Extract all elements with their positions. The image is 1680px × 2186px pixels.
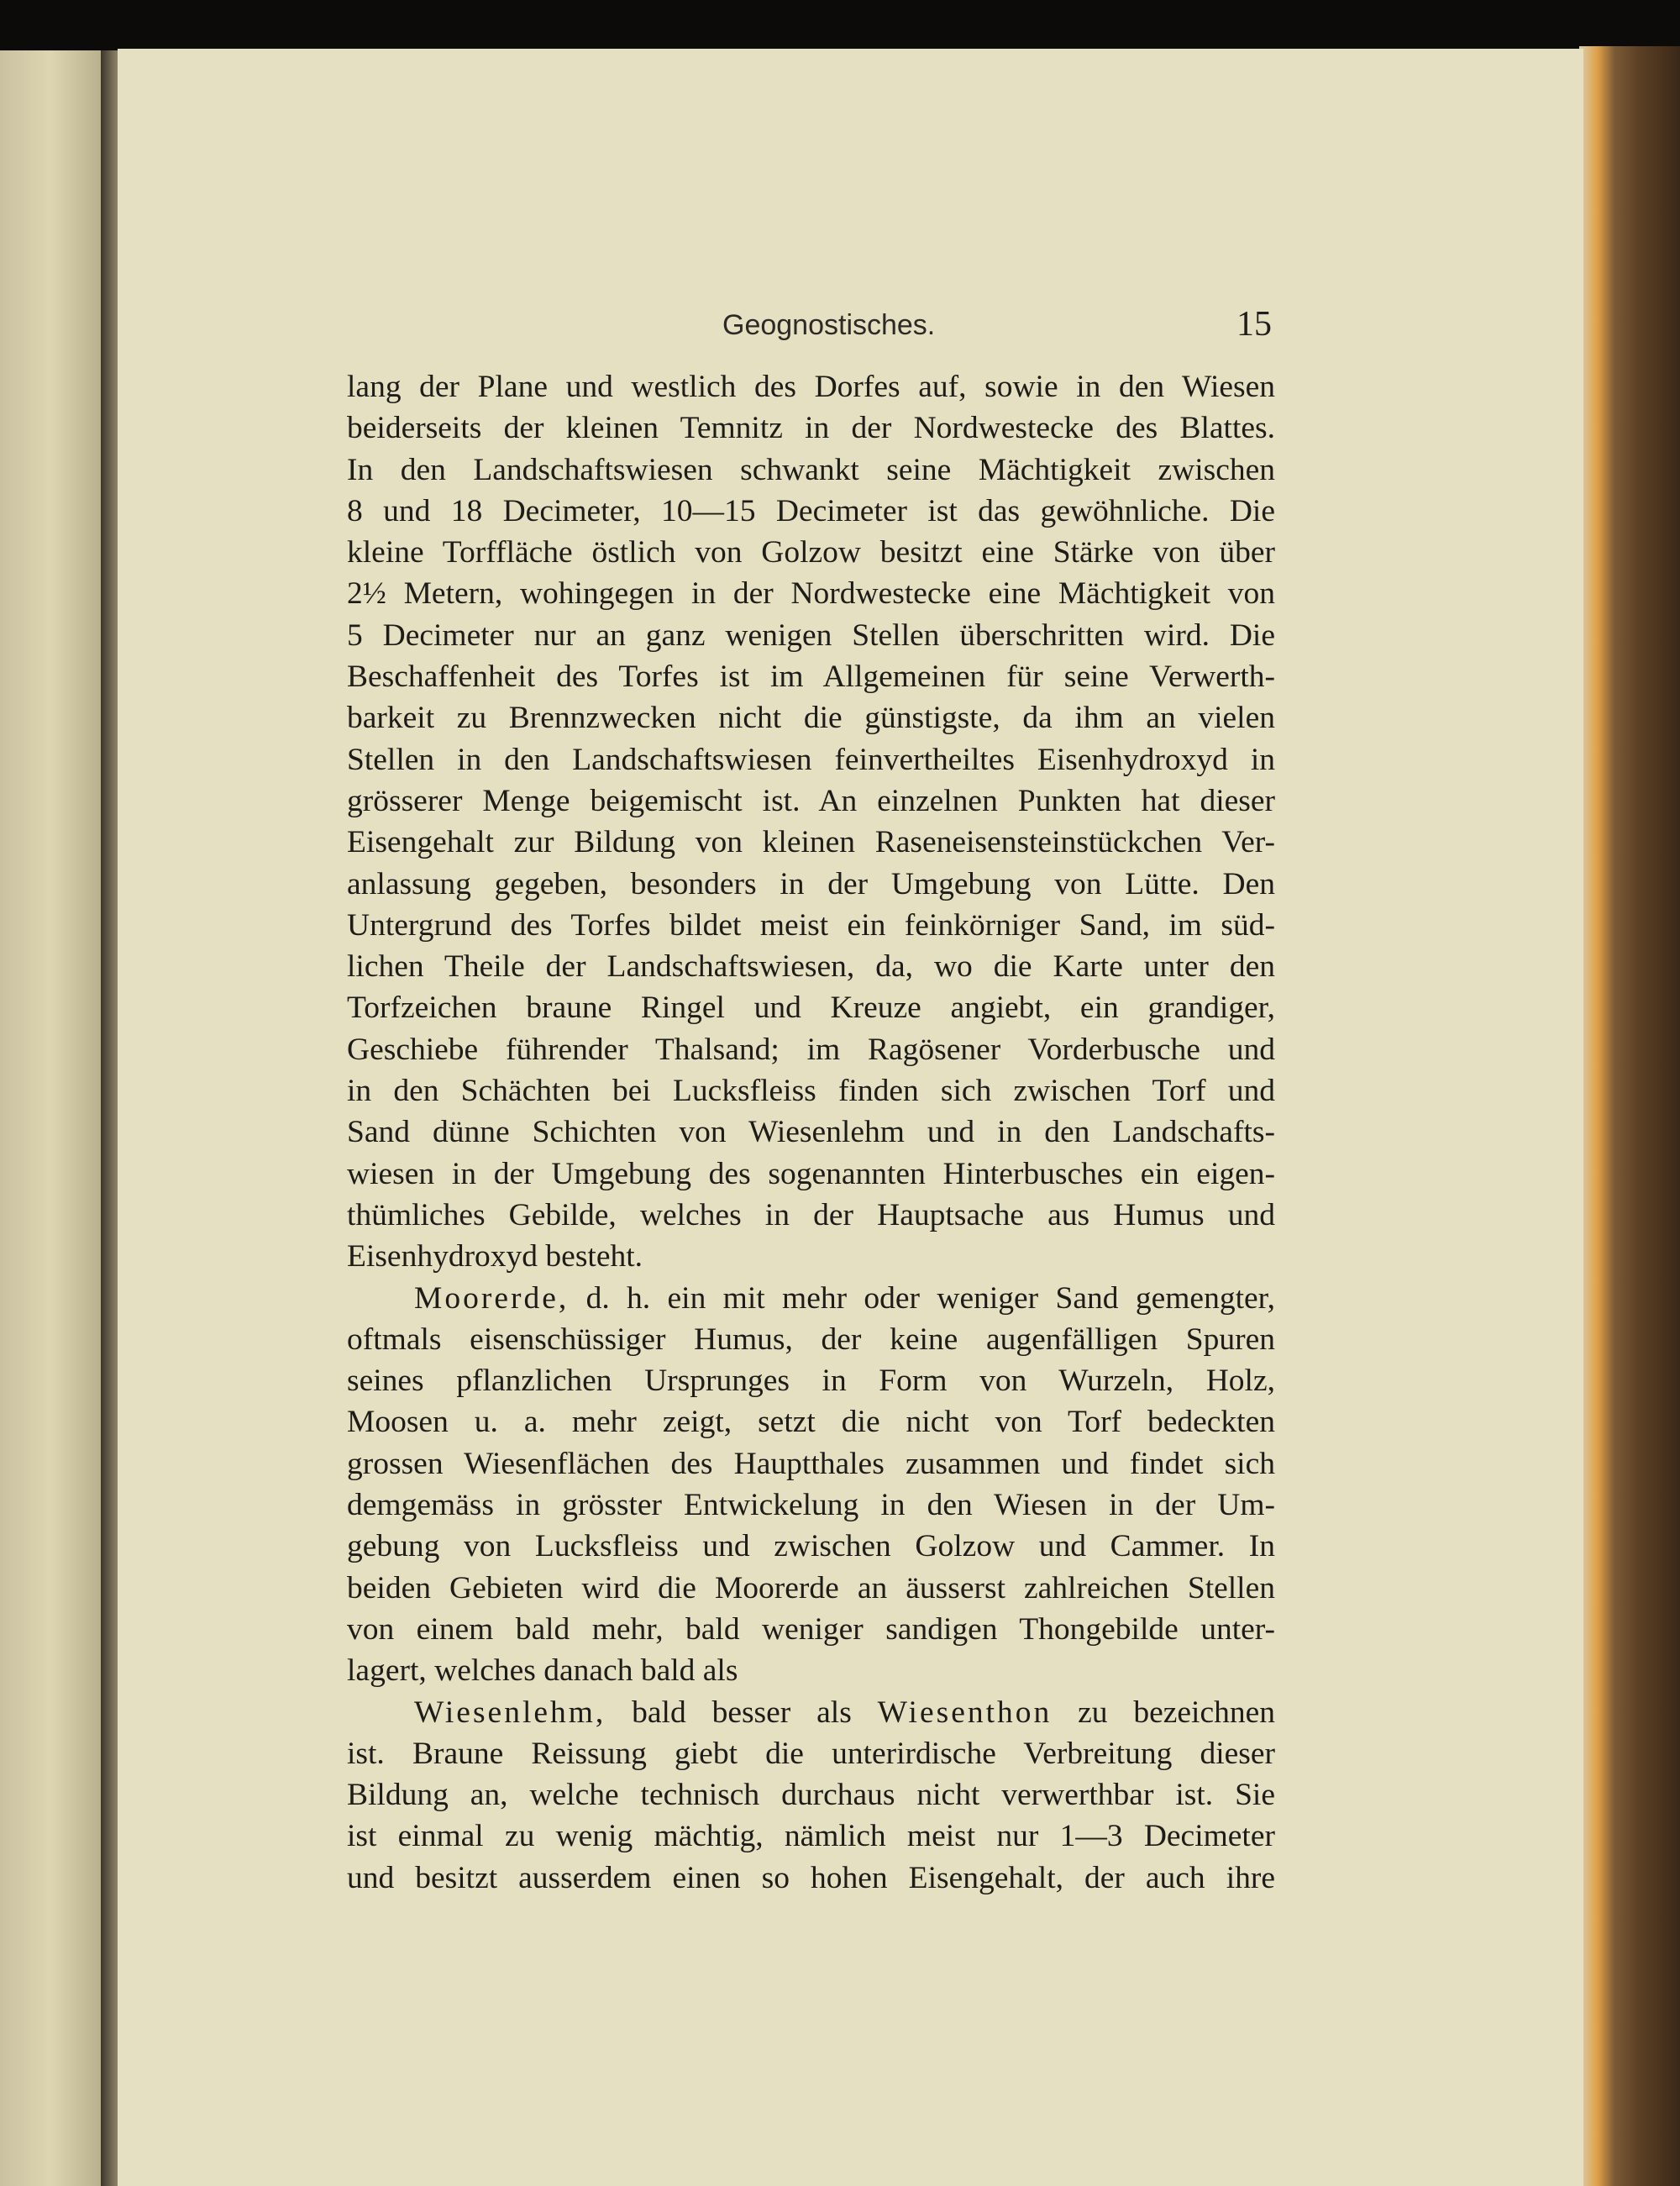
text-line: Beschaffenheit des Torfes ist im Allgemeinen für seine Verwerth- [347,659,1275,695]
text-line: Bildung an, welche technisch durchaus nicht verwerthbar ist. Sie [347,1778,1275,1813]
text-line: lichen Theile der Landschaftswiesen, da, wo die Karte unter den [347,949,1275,985]
text-line: Untergrund des Torfes bildet meist ein feinkörniger Sand, im süd- [347,907,1275,943]
paragraph-1 [347,366,1275,1278]
body-text [347,366,1275,1899]
text-line: ist. Braune Reissung giebt die unterirdische Verbreitung dieser [347,1736,1275,1771]
text-line: in den Schächten bei Lucksfleiss finden sich zwischen Torf und [347,1074,1275,1109]
text-line: thümliches Gebilde, welches in der Hauptsache aus Humus und [347,1197,1275,1232]
text-line: anlassung gegeben, besonders in der Umgebung von Lütte. Den [347,866,1275,901]
text-line: Eisengehalt zur Bildung von kleinen Raseneisensteinstückchen Ver- [347,825,1275,860]
running-header [722,305,1272,351]
text-line: grossen Wiesenflächen des Hauptthales zusammen und findet sich [347,1446,1275,1481]
text-line: In den Landschaftswiesen schwankt seine Mächtigkeit zwischen [347,452,1275,487]
text-line: Eisenhydroxyd besteht. [347,1239,643,1274]
text-line: oftmals eisenschüssiger Humus, der keine augenfälligen Spuren [347,1322,1275,1357]
paragraph-3 [347,1692,1275,1899]
text-line: Torfzeichen braune Ringel und Kreuze angiebt, ein grandiger, [347,991,1275,1026]
text-line: Geschiebe führender Thalsand; im Ragösener Vorderbusche und [347,1032,1275,1067]
text-line: von einem bald mehr, bald weniger sandigen Thongebilde unter- [347,1611,1275,1647]
text-line: barkeit zu Brennzwecken nicht die günstigste, da ihm an vielen [347,701,1275,736]
text-line: grösserer Menge beigemischt ist. An einzelnen Punkten hat dieser [347,783,1275,818]
term-wiesenlehm: Wiesenlehm, [414,1695,606,1730]
text-line [347,1692,1275,1733]
text-line: und besitzt ausserdem einen so hohen Eisengehalt, der auch ihre [347,1860,1275,1895]
text-line: seines pflanzlichen Ursprunges in Form von Wurzeln, Holz, [347,1364,1275,1399]
text-line: lang der Plane und westlich des Dorfes auf, sowie in den Wiesen [347,370,1275,404]
text-line [347,1278,1275,1319]
text-line: kleine Torffläche östlich von Golzow besitzt eine Stärke von über [347,535,1275,570]
text-line: wiesen in der Umgebung des sogenannten Hinterbusches ein eigen- [347,1156,1275,1191]
header-title: Geognostisches. [722,309,936,341]
text-line: demgemäss in grösster Entwickelung in den Wiesen in der Um- [347,1488,1275,1523]
text-line: Moosen u. a. mehr zeigt, setzt die nicht von Torf bedeckten [347,1405,1275,1440]
text-line: Sand dünne Schichten von Wiesenlehm und in den Landschafts- [347,1115,1275,1150]
term-wiesenthon: Wiesenthon [877,1695,1053,1730]
paragraph-2 [347,1278,1275,1692]
book-gutter [101,50,118,2186]
term-moorerde: Moorerde, [414,1280,570,1316]
book-binding-edge [1579,46,1680,2186]
text-line: beiden Gebieten wird die Moorerde an äusserst zahlreichen Stellen [347,1570,1275,1605]
text-fragment: d. h. ein mit mehr oder weniger Sand gemengter, [569,1280,1275,1316]
text-line: 5 Decimeter nur an ganz wenigen Stellen überschritten wird. Die [347,617,1275,653]
text-line: Stellen in den Landschaftswiesen feinvertheiltes Eisenhydroxyd in [347,742,1275,777]
text-line: beiderseits der kleinen Temnitz in der Nordwestecke des Blattes. [347,411,1275,446]
text-line: gebung von Lucksfleiss und zwischen Golzow und Cammer. In [347,1529,1275,1564]
text-fragment: bald besser als [606,1695,878,1730]
page-number: 15 [1236,305,1272,344]
text-line: ist einmal zu wenig mächtig, nämlich meist nur 1—3 Decimeter [347,1819,1275,1854]
text-fragment: zu bezeichnen [1052,1695,1275,1730]
text-line: lagert, welches danach bald als [347,1653,738,1689]
text-line: 2½ Metern, wohingegen in der Nordwestecke eine Mächtigkeit von [347,576,1275,612]
text-line: 8 und 18 Decimeter, 10—15 Decimeter ist das gewöhnliche. Die [347,493,1275,528]
left-page-edge [0,50,101,2186]
